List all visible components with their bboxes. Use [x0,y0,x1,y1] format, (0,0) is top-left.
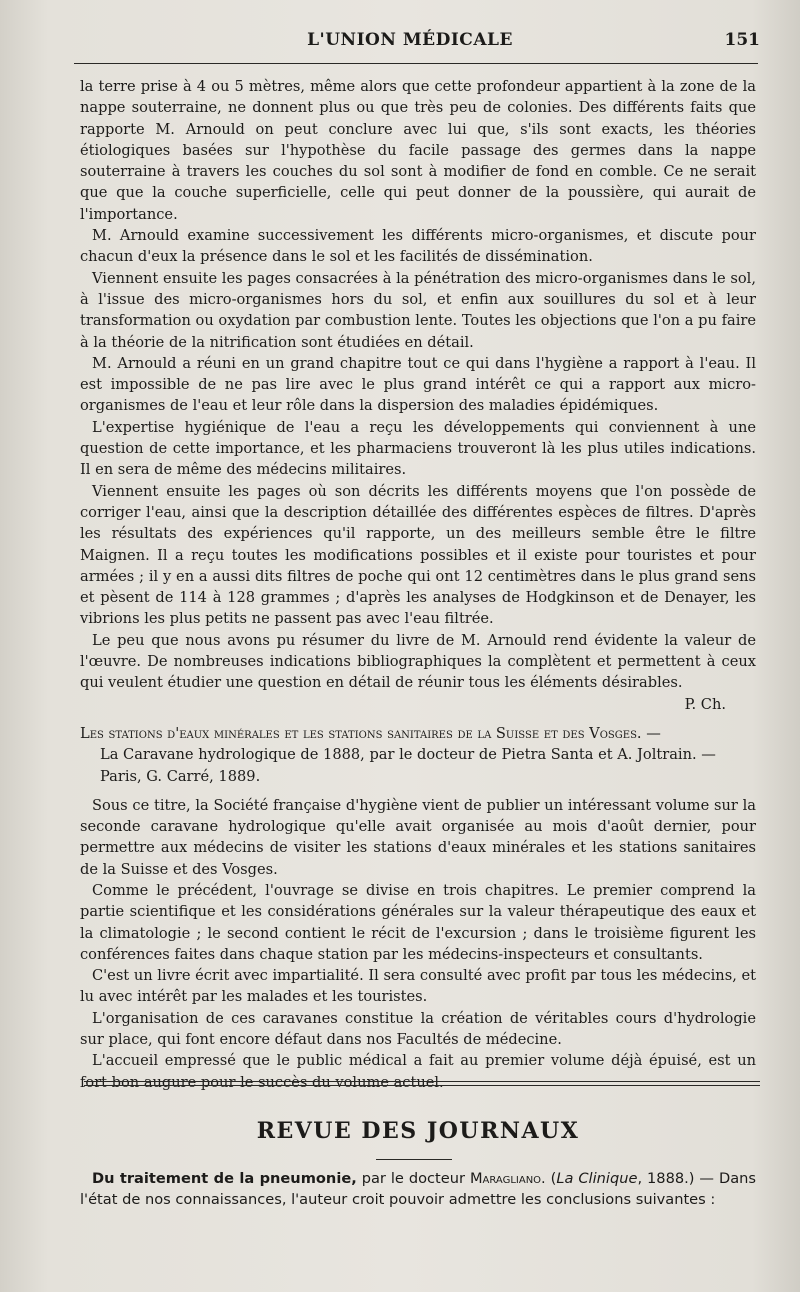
article-author: Maragliano [469,1170,542,1187]
article [80,1168,756,1211]
paragraph: Viennent ensuite les pages consacrées à la pénétration des micro-organismes dans le sol, à l'issue des micro-organismes hors du sol, et enfin aux souillures du sol et à leur transformation ou oxydation par combustion lente. Toutes les objections que l'on a pu faire à la théorie de la nitrification sont étudiées en détail. [80,269,756,351]
paragraph: Comme le précédent, l'ouvrage se divise en trois chapitres. Le premier comprend la partie scientifique et les considérations générales sur la valeur thérapeutique des eaux et la climatologie ; le second contient le récit de l'excursion ; dans le troisième figurent les conférences faites dans chaque station par les médecins-inspecteurs et consultants. [80,881,756,963]
section-divider [84,1081,760,1086]
body-text [80,76,756,1093]
page-number: 151 [724,30,760,50]
article-author-prefix: par le docteur [356,1170,470,1187]
section-title: REVUE DES JOURNAUX [256,1118,580,1144]
book-reference-imprint: Paris, G. Carré, 1889. [100,767,261,785]
paragraph: M. Arnould examine successivement les différents micro-organismes, et discute pour chacun d'eux la présence dans le sol et les facilités de dissémination. [80,227,756,266]
article-lead [80,1168,756,1211]
review-signature: P. Ch. [684,695,726,713]
paragraph: C'est un livre écrit avec impartialité. Il sera consulté avec profit par tous les médecins, et lu avec intérêt par les malades et les touristes. [80,967,756,1006]
title-underline [376,1159,452,1160]
book-reference-subtitle: La Caravane hydrologique de 1888, par le docteur de Pietra Santa et A. Joltrain. — [100,746,716,764]
page-header [60,30,760,58]
article-intro: Dans l'état de nos connaissances, l'auteur croit pouvoir admettre les conclusions suivantes : [80,1170,756,1209]
book-reference-title: Les stations d'eaux minérales et les stations sanitaires de la Suisse et des Vosges. — [80,724,661,742]
article-title: Du traitement de la pneumonie, [92,1170,357,1187]
paragraph: L'organisation de ces caravanes constitue la création de véritables cours d'hydrologie sur place, qui font encore défaut dans nos Facultés de médecine. [80,1009,756,1049]
paragraph: M. Arnould a réuni en un grand chapitre tout ce qui dans l'hygiène a rapport à l'eau. Il est impossible de ne pas lire avec le plus grand intérêt ce qui a rapport aux micro-organismes de l'eau et leur rôle dans la dispersion des maladies épidémiques. [80,354,756,415]
paragraph: Viennent ensuite les pages où son décrits les différents moyens que l'on possède de corriger l'eau, ainsi que la description détaillée des différentes espèces de filtres. D'après les résultats des expériences qu'il rapporte, un des meilleurs semble être le filtre Maignen. Il a reçu toutes les modifications possibles et il existe pour touristes et pour armées ; il y en a aussi dits filtres de poche qui ont 12 centimètres dans le plus grand sens et pèsent de 114 à 128 grammes ; d'après les analyses de Hodgkinson et de Denayer, les vibrions les plus petits ne passent pas avec l'eau filtrée. [80,482,756,628]
paragraph: L'expertise hygiénique de l'eau a reçu les développements qui conviennent à une question de cette importance, et les pharmaciens trouveront là les plus utiles indications. Il en sera de même des médecins militaires. [80,418,756,479]
article-source-close: , 1888.) — [637,1170,715,1187]
paragraph: Sous ce titre, la Société française d'hygiène vient de publier un intéressant volume sur la seconde caravane hydrologique qu'elle avait organisée au mois d'août dernier, pour permettre aux médecins de visiter les stations d'eaux minérales et les stations sanitaires de la Suisse et des Vosges. [80,796,756,878]
article-source-open: . ( [541,1170,557,1187]
article-source: La Clinique [556,1170,638,1187]
running-title: L'UNION MÉDICALE [307,30,513,50]
paragraph: la terre prise à 4 ou 5 mètres, même alors que cette profondeur appartient à la zone de la nappe souterraine, ne donnent plus ou que très peu de colonies. Des différents faits que rapporte M. Arnould on peut conclure avec lui que, s'ils sont exacts, les théories étiologiques basées sur l'hypothèse du facile passage des germes dans la nappe souterraine à travers les couches du sol sont à modifier de fond en comble. Ce ne serait que que la couche superficielle, celle qui peut donner de la poussière, qui aurait de l'importance. [80,78,756,223]
spacer [80,715,756,723]
paragraph: L'accueil empressé que le public médical a fait au premier volume déjà épuisé, est un fort bon augure pour le succès du volume actuel. [80,1052,756,1091]
spacer [80,787,756,795]
header-rule [74,63,758,64]
paragraph: Le peu que nous avons pu résumer du livre de M. Arnould rend évidente la valeur de l'œuvre. De nombreuses indications bibliographiques la complètent et permettent à ceux qui veulent étudier une question en détail de réunir tous les éléments désirables. [80,631,756,692]
